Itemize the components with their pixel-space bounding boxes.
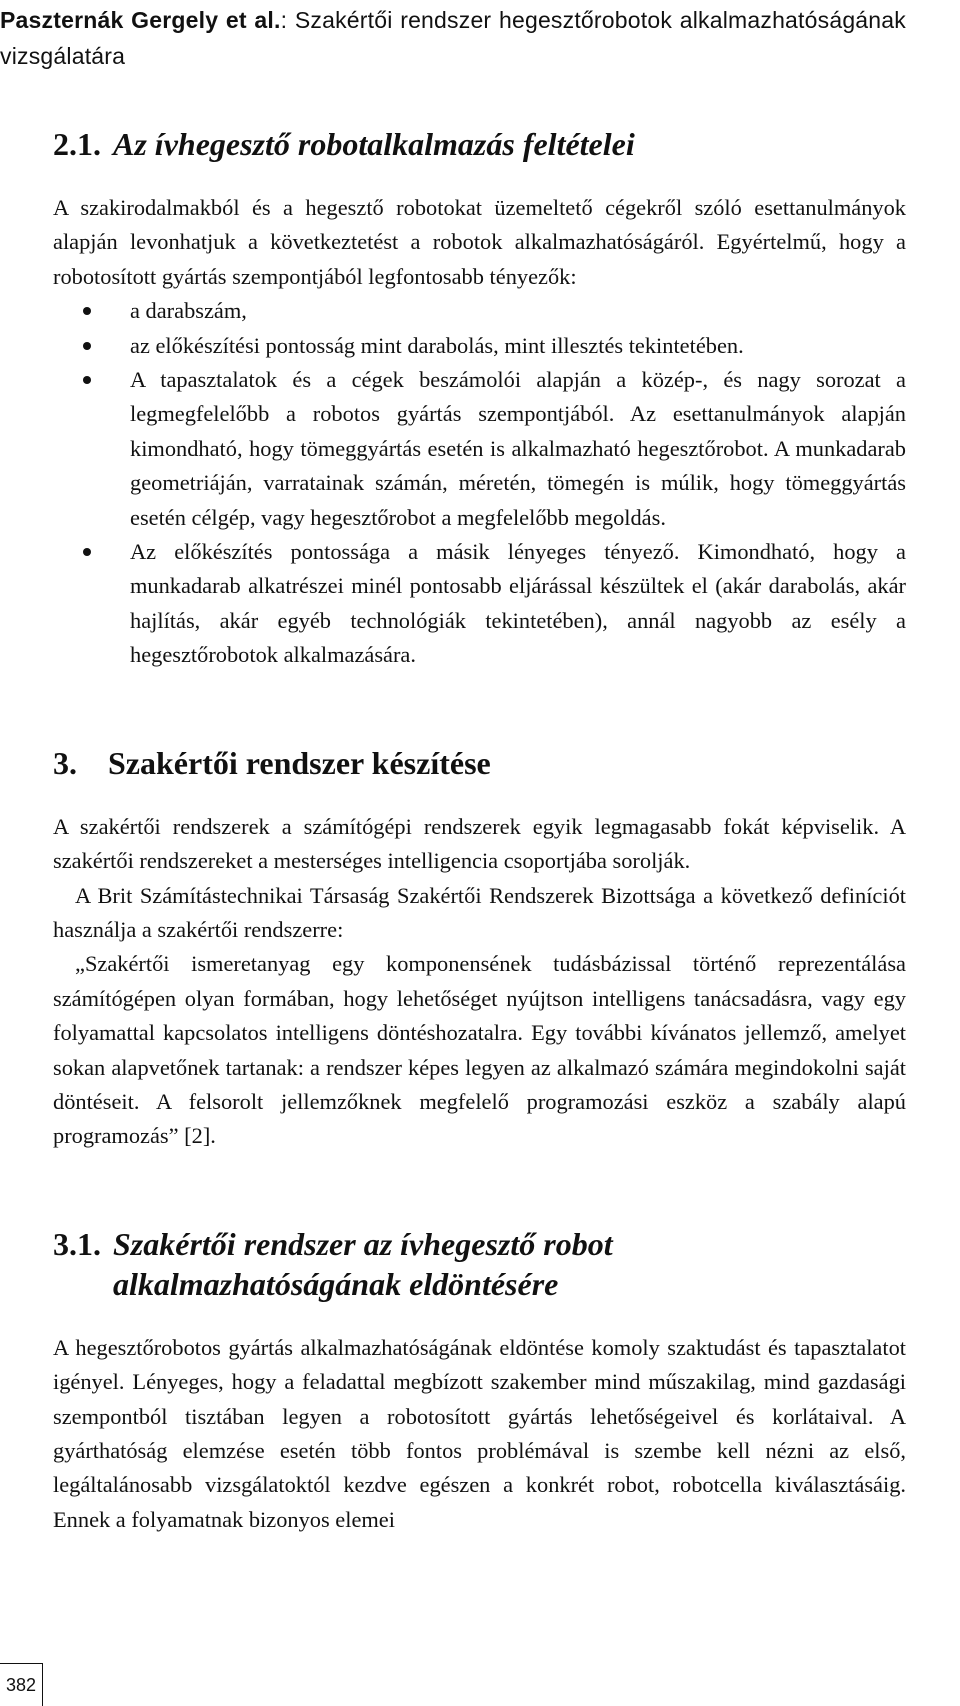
- page-content: [53, 124, 906, 1537]
- section-3-1-number: 3.1.: [53, 1225, 101, 1262]
- section-2-1-number: 2.1.: [53, 126, 101, 162]
- section-3-paragraph-1: A szakértői rendszerek a számítógépi rendszerek egyik legmagasabb fokát képviselik. A szakértői rendszereket a mesterséges intelligencia csoportjába sorolják.: [53, 813, 906, 874]
- header-author: Paszternák Gergely et al.: [0, 7, 281, 33]
- list-item: [53, 329, 906, 363]
- section-3-number: 3.: [53, 744, 77, 781]
- list-item-text: A tapasztalatok és a cégek beszámolói alapján a közép-, és nagy sorozat a legmegfelelőbb a robotos gyártás szempontjából. Az esettanulmányok alapján kimondható, hogy tömeggyártás esetén is alkalmazható hegesztőrobot. A munkadarab geometriáján, varratainak számán, méretén, tömegén is múlik, hogy tömeggyártás esetén célgép, vagy hegesztőrobot a megfelelőbb megoldás.: [130, 367, 906, 530]
- section-2-1-heading: [53, 124, 906, 164]
- list-item-text: Az előkészítés pontossága a másik lényeges tényező. Kimondható, hogy a munkadarab alkatrészei minél pontosabb eljárással készültek el (akár darabolás, akár hajlítás, akár egyéb technológiák tekintetében), annál nagyobb az esély a hegesztőrobotok alkalmazására.: [130, 539, 906, 668]
- section-3-1-title: Szakértői rendszer az ívhegesztő robot alkalmazhatóságának eldöntésére: [113, 1225, 613, 1302]
- header-title: Szakértői rendszer hegesztőrobotok alkalmazhatóságának vizsgálatára: [0, 7, 906, 69]
- bullet-icon: [83, 548, 91, 556]
- section-3-title: Szakértői rendszer készítése: [108, 744, 491, 781]
- section-3-heading: [53, 743, 906, 783]
- list-item: [53, 363, 906, 535]
- bullet-icon: [83, 307, 91, 315]
- page-number: 382: [0, 1663, 43, 1706]
- list-item: [53, 294, 906, 328]
- list-item: [53, 535, 906, 673]
- section-3-quote: „Szakértői ismeretanyag egy komponensének tudásbázissal történő reprezentálása számítógépen olyan formában, hogy lehetőséget nyújtson intelligens tanácsadásra, vagy egy folyamattal kapcsolatos intelligens döntéshozatalra. Egy további kívánatos jellemző, amelyet sokan alapvetőnek tartanak: a rendszer képes legyen az alkalmazó számára megindokolni saját döntéseit. A felsorolt jellemzőknek megfelelő programozási eszköz a szabály alapú programozás” [2].: [53, 951, 906, 1149]
- section-2-1-bullet-list: [53, 294, 906, 672]
- section-2-1-intro: A szakirodalmakból és a hegesztő robotokat üzemeltető cégekről szóló esettanulmányok alapján levonhatjuk a következtetést a robotok alkalmazhatóságáról. Egyértelmű, hogy a robotosított gyártás szempontjából legfontosabb tényezők:: [53, 195, 906, 289]
- list-item-text: a darabszám,: [130, 298, 247, 324]
- section-2-1-title: Az ívhegesztő robotalkalmazás feltételei: [113, 126, 635, 162]
- section-3-1-heading: [53, 1224, 906, 1304]
- section-3-1-paragraph: A hegesztőrobotos gyártás alkalmazhatóságának eldöntése komoly szaktudást és tapasztalatot igényel. Lényeges, hogy a feladattal megbízott szakember mind műszakilag, mind gazdasági szempontból tisztában legyen a robotosított gyártás lehetőségeivel és korlátaival. A gyárthatóság elemzése esetén több fontos problémával is szembe kell nézni az első, legáltalánosabb vizsgálatoktól kezdve egészen a konkrét robot, robotcella kiválasztásáig. Ennek a folyamatnak bizonyos elemei: [53, 1334, 906, 1532]
- header-separator: :: [280, 7, 288, 33]
- list-item-text: az előkészítési pontosság mint darabolás, mint illesztés tekintetében.: [130, 332, 744, 358]
- section-3-paragraph-2: A Brit Számítástechnikai Társaság Szakértői Rendszerek Bizottsága a következő definíciót használja a szakértői rendszerre:: [53, 882, 906, 942]
- bullet-icon: [83, 376, 91, 384]
- running-header: [0, 2, 906, 74]
- bullet-icon: [83, 342, 91, 350]
